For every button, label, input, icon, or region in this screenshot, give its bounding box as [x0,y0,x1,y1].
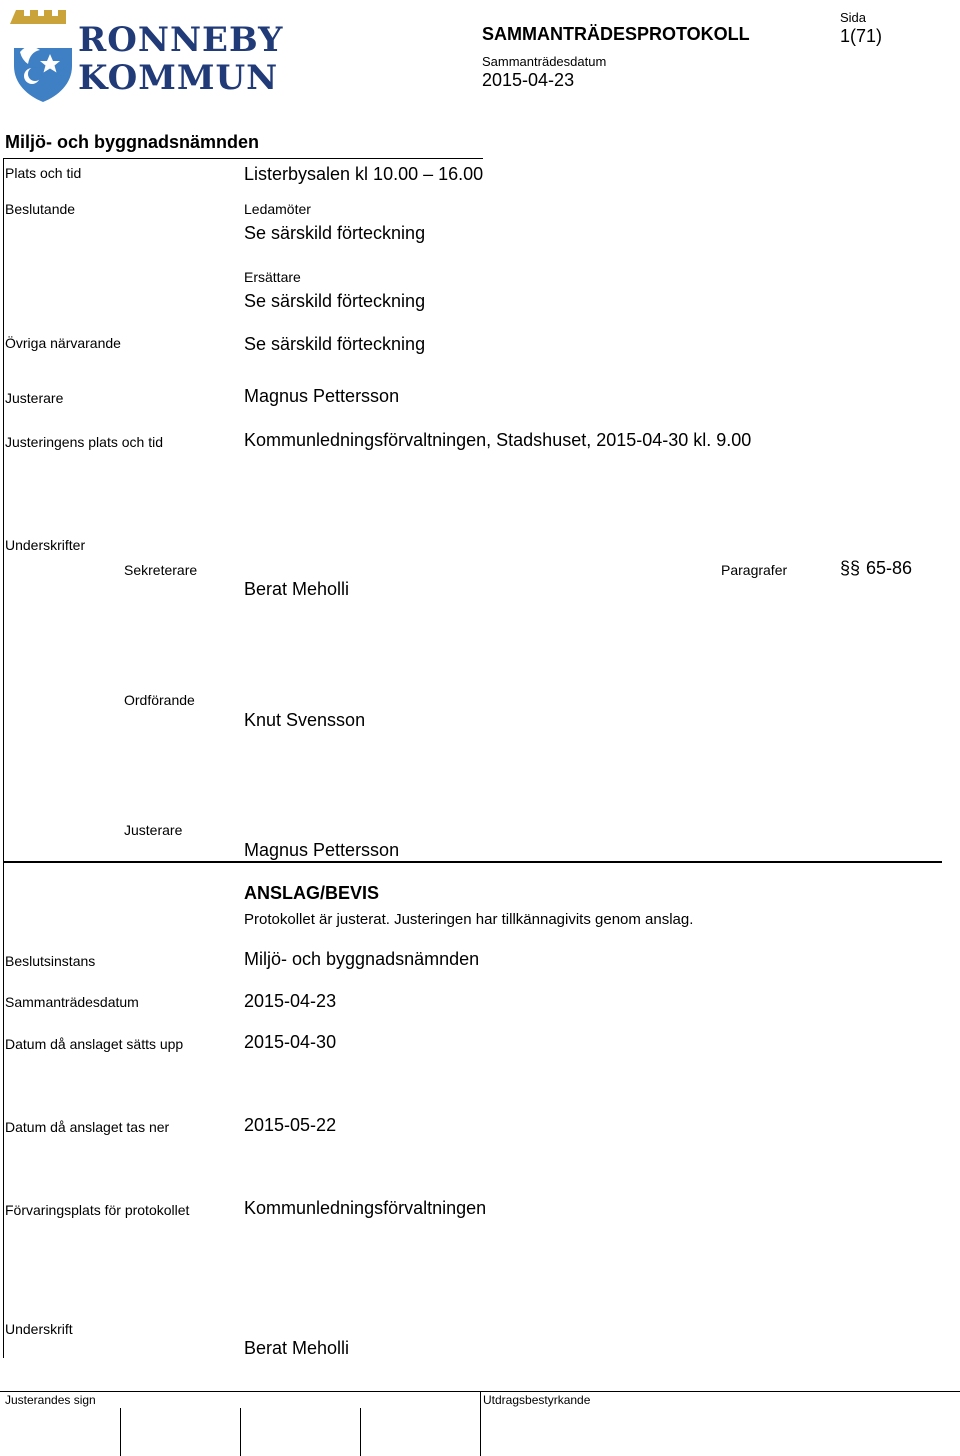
municipality-logo [10,6,284,106]
plats-label: Plats och tid [5,165,82,181]
justering-plats-label: Justeringens plats och tid [5,434,163,450]
sign-box-divider-1 [120,1408,121,1456]
meeting-date-value: 2015-04-23 [482,70,575,90]
ersattare-value: Se särskild förteckning [244,291,426,311]
logo-line-2: KOMMUN [78,58,279,98]
page-label: Sida [840,10,867,25]
sekreterare-name: Berat Meholli [244,579,350,599]
justerare-label: Justerare [5,390,64,406]
justerare-sign-name: Magnus Pettersson [244,840,400,860]
meeting-date-label: Sammanträdesdatum [482,54,607,69]
nertagen-value: 2015-05-22 [244,1115,337,1135]
beslutande-label: Beslutande [5,201,76,217]
title-underline [3,158,483,159]
signature-divider [3,861,942,863]
sign-box-divider-2 [240,1408,241,1456]
document-type: SAMMANTRÄDESPROTOKOLL [482,24,750,44]
sammantradesdatum-label: Sammanträdesdatum [5,994,139,1010]
ledamoter-label: Ledamöter [244,201,311,217]
page-number: 1(71) [840,26,883,46]
ersattare-label: Ersättare [244,269,301,285]
sekreterare-label: Sekreterare [124,562,198,578]
ovriga-label: Övriga närvarande [5,335,121,351]
justerandes-sign-label: Justerandes sign [5,1393,96,1407]
nertagen-label: Datum då anslaget tas ner [5,1119,170,1135]
uppsatt-label: Datum då anslaget sätts upp [5,1036,184,1052]
beslutsinstans-value: Miljö- och byggnadsnämnden [244,949,480,969]
justering-plats-value: Kommunledningsförvaltningen, Stadshuset, 2015-04-30 kl. 9.00 [244,430,752,450]
justerare-value: Magnus Pettersson [244,386,400,406]
underskrifter-label: Underskrifter [5,537,86,553]
utdrag-label: Utdragsbestyrkande [483,1393,591,1407]
sammantradesdatum-value: 2015-04-23 [244,991,337,1011]
ordforande-label: Ordförande [124,692,195,708]
underskrift-label: Underskrift [5,1321,73,1337]
ovriga-value: Se särskild förteckning [244,334,426,354]
justerare-sign-label: Justerare [124,822,183,838]
paragrafer-value: 65-86 [866,558,913,578]
plats-value: Listerbysalen kl 10.00 – 16.00 [244,164,484,184]
forvaring-value: Kommunledningsförvaltningen [244,1198,487,1218]
sign-box-divider-3 [360,1408,361,1456]
beslutsinstans-label: Beslutsinstans [5,953,96,969]
paragraph-symbol: §§ [840,558,861,578]
left-border [3,158,4,1358]
underskrift-name: Berat Meholli [244,1338,350,1358]
ordforande-name: Knut Svensson [244,710,366,730]
coat-of-arms-icon [10,6,76,104]
anslag-heading: ANSLAG/BEVIS [244,883,380,903]
paragrafer-label: Paragrafer [721,562,788,578]
ledamoter-value: Se särskild förteckning [244,223,426,243]
committee-title: Miljö- och byggnadsnämnden [5,132,260,152]
logo-line-1: RONNEBY [78,20,284,60]
anslag-statement: Protokollet är justerat. Justeringen har tillkännagivits genom anslag. [244,911,694,928]
sign-box-divider-4 [480,1392,481,1456]
uppsatt-value: 2015-04-30 [244,1032,337,1052]
forvaring-label: Förvaringsplats för protokollet [5,1202,190,1218]
